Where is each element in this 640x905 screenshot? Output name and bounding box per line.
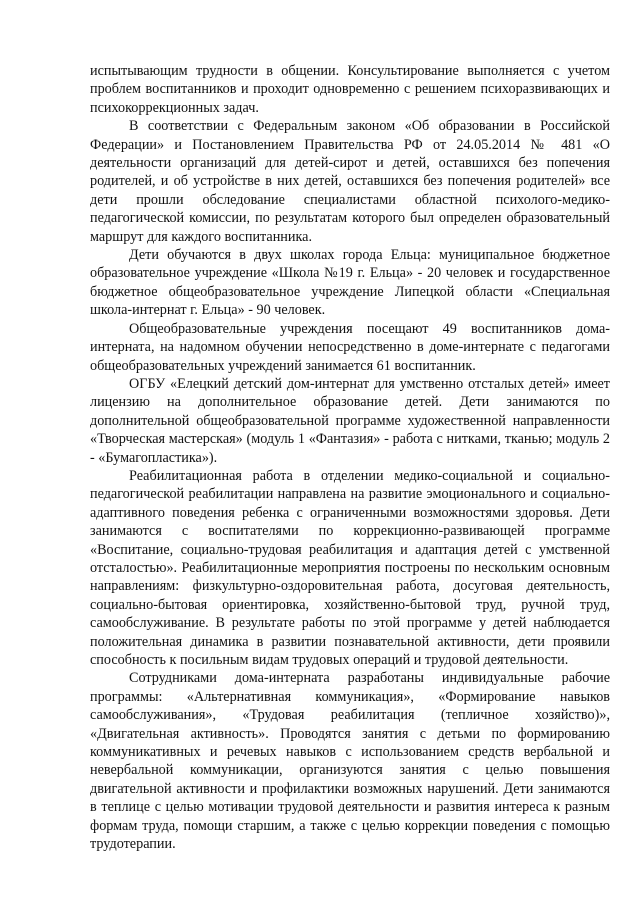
paragraph-programs: Сотрудниками дома-интерната разработаны индивидуальные рабочие программы: «Альтернативная коммуникация», «Формирование навыков самообслуживания», «Трудовая реабилитация (тепличное хозяйство)», «Двигательная активность». Проводятся занятия с детьми по формированию коммуникативных и речевых навыков с использованием средств вербальной и невербальной коммуникации, организуются занятия с целью повышения двигательной активности и профилактики возможных нарушений. Дети занимаются в теплице с целью мотивации трудовой деятельности и развития интереса к разным формам труда, помощи старшим, а также с целью коррекции поведения с помощью трудотерапии.	[90, 670, 610, 853]
paragraph-federal-law: В соответствии с Федеральным законом «Об образовании в Российской Федерации» и Постановлением Правительства РФ от 24.05.2014 № 481 «О деятельности организаций для детей-сирот и детей, оставшихся без попечения родителей, и об устройстве в них детей, оставшихся без попечения родителей» все дети прошли обследование специалистами областной психолого-медико-педагогической комиссии, по результатам которого был определен образовательный маршрут для каждого воспитанника.	[90, 118, 610, 245]
document-body	[90, 62, 610, 853]
paragraph-license: ОГБУ «Елецкий детский дом-интернат для умственно отсталых детей» имеет лицензию на дополнительное образование детей. Дети занимаются по дополнительной общеобразовательной программе художественной направленности «Творческая мастерская» (модуль 1 «Фантазия» - работа с нитками, тканью; модуль 2 - «Бумагопластика»).	[90, 375, 610, 466]
paragraph-consulting: испытывающим трудности в общении. Консультирование выполняется с учетом проблем воспитанников и проходит одновременно с решением психоразвивающих и психокоррекционных задач.	[90, 63, 610, 116]
paragraph-schools: Дети обучаются в двух школах города Ельца: муниципальное бюджетное образовательное учреждение «Школа №19 г. Ельца» - 20 человек и государственное бюджетное общеобразовательное учреждение Липецкой области «Специальная школа-интернат г. Ельца» - 90 человек.	[90, 247, 610, 319]
paragraph-attendance: Общеобразовательные учреждения посещают 49 воспитанников дома-интерната, на надомном обучении непосредственно в доме-интернате с педагогами общеобразовательных учреждений занимается 61 воспитанник.	[90, 320, 610, 374]
paragraph-rehabilitation: Реабилитационная работа в отделении медико-социальной и социально-педагогической реабилитации направлена на развитие эмоционального и социально-адаптивного поведения ребенка с ограниченными возможностями здоровья. Дети занимаются с воспитателями по коррекционно-развивающей программе «Воспитание, социально-трудовая реабилитация и адаптация детей с умственной отсталостью». Реабилитационные мероприятия построены по нескольким основным направлениям: физкультурно-оздоровительная работа, досуговая деятельность, социально-бытовая ориентировка, хозяйственно-бытовой труд, ручной труд, самообслуживание. В результате работы по этой программе у детей наблюдается положительная динамика в развитии познавательной активности, дети проявили способность к посильным видам трудовых операций и трудовой деятельности.	[90, 467, 610, 668]
